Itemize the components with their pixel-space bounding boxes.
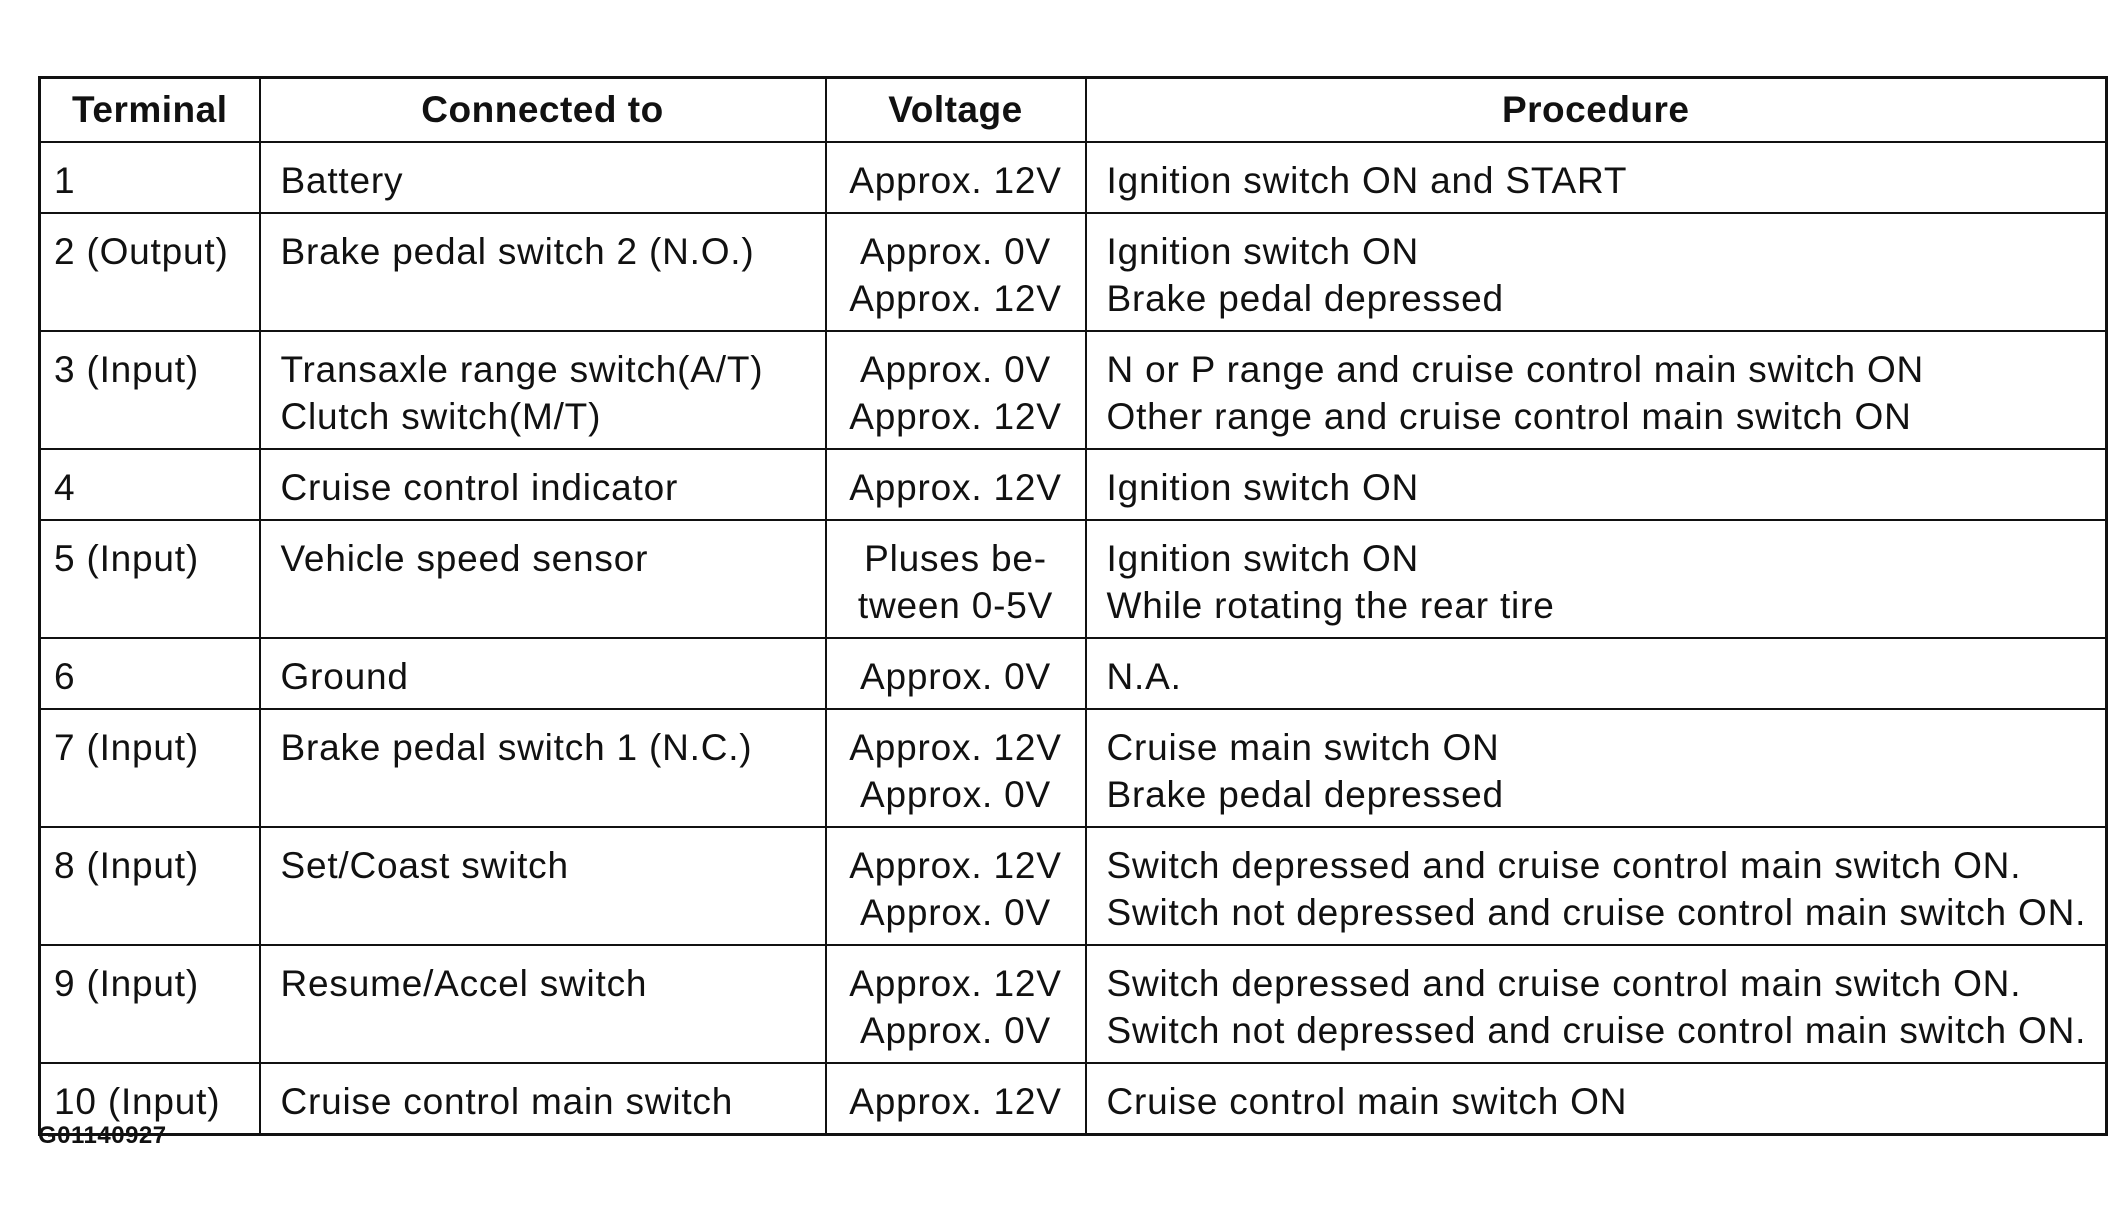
voltage-cell bbox=[826, 213, 1086, 331]
procedure-cell bbox=[1086, 709, 2107, 827]
connected-to-cell bbox=[260, 1063, 826, 1135]
connected-to-line: Resume/Accel switch bbox=[280, 963, 648, 1004]
terminal-cell: 7 (Input) bbox=[40, 709, 260, 827]
procedure-cell bbox=[1086, 213, 2107, 331]
voltage-line: Pluses be- bbox=[864, 538, 1047, 579]
voltage-line: Approx. 12V bbox=[849, 727, 1062, 768]
voltage-cell bbox=[826, 449, 1086, 520]
table-row bbox=[40, 827, 2107, 945]
procedure-line: Other range and cruise control main switch ON bbox=[1106, 396, 1912, 437]
terminal-cell: 2 (Output) bbox=[40, 213, 260, 331]
voltage-cell bbox=[826, 827, 1086, 945]
voltage-line: Approx. 0V bbox=[859, 774, 1052, 815]
table-row bbox=[40, 331, 2107, 449]
procedure-cell bbox=[1086, 331, 2107, 449]
terminal-cell: 3 (Input) bbox=[40, 331, 260, 449]
terminal-cell: 8 (Input) bbox=[40, 827, 260, 945]
procedure-line: Cruise control main switch ON bbox=[1106, 1081, 1628, 1122]
procedure-line: Cruise main switch ON bbox=[1106, 727, 1500, 768]
voltage-cell bbox=[826, 709, 1086, 827]
voltage-line: Approx. 0V bbox=[859, 349, 1052, 390]
voltage-line: Approx. 12V bbox=[849, 278, 1062, 319]
voltage-cell bbox=[826, 331, 1086, 449]
procedure-cell bbox=[1086, 449, 2107, 520]
table-row bbox=[40, 520, 2107, 638]
voltage-line: Approx. 12V bbox=[849, 963, 1062, 1004]
connected-to-cell bbox=[260, 331, 826, 449]
procedure-cell bbox=[1086, 142, 2107, 213]
header-connected-to: Connected to bbox=[260, 78, 826, 143]
procedure-line: N or P range and cruise control main switch ON bbox=[1106, 349, 1925, 390]
header-voltage: Voltage bbox=[826, 78, 1086, 143]
voltage-line: Approx. 0V bbox=[859, 656, 1052, 697]
terminal-voltage-table bbox=[38, 76, 2108, 1136]
header-row bbox=[40, 78, 2107, 143]
voltage-cell bbox=[826, 520, 1086, 638]
procedure-cell bbox=[1086, 638, 2107, 709]
terminal-cell: 9 (Input) bbox=[40, 945, 260, 1063]
voltage-cell bbox=[826, 638, 1086, 709]
voltage-line: Approx. 12V bbox=[849, 845, 1062, 886]
connected-to-line: Ground bbox=[280, 656, 409, 697]
connected-to-line: Vehicle speed sensor bbox=[280, 538, 649, 579]
header-terminal: Terminal bbox=[40, 78, 260, 143]
connected-to-line: Clutch switch(M/T) bbox=[280, 396, 602, 437]
voltage-line: Approx. 0V bbox=[859, 231, 1052, 272]
header-procedure: Procedure bbox=[1086, 78, 2107, 143]
connected-to-line: Brake pedal switch 1 (N.C.) bbox=[280, 727, 753, 768]
voltage-cell bbox=[826, 1063, 1086, 1135]
procedure-cell bbox=[1086, 945, 2107, 1063]
voltage-line: Approx. 0V bbox=[859, 1010, 1052, 1051]
connected-to-cell bbox=[260, 709, 826, 827]
figure-id-label: G01140927 bbox=[38, 1122, 167, 1149]
voltage-cell bbox=[826, 142, 1086, 213]
table-row bbox=[40, 142, 2107, 213]
connected-to-cell bbox=[260, 520, 826, 638]
connected-to-cell bbox=[260, 142, 826, 213]
procedure-line: N.A. bbox=[1106, 656, 1182, 697]
connected-to-line: Transaxle range switch(A/T) bbox=[280, 349, 764, 390]
connected-to-cell bbox=[260, 945, 826, 1063]
table-row bbox=[40, 449, 2107, 520]
voltage-line: Approx. 12V bbox=[849, 467, 1062, 508]
procedure-cell bbox=[1086, 520, 2107, 638]
procedure-cell bbox=[1086, 827, 2107, 945]
procedure-line: Switch not depressed and cruise control main switch ON. bbox=[1106, 892, 2087, 933]
terminal-cell: 1 bbox=[40, 142, 260, 213]
connected-to-cell bbox=[260, 638, 826, 709]
voltage-cell bbox=[826, 945, 1086, 1063]
table-row bbox=[40, 709, 2107, 827]
connected-to-line: Cruise control main switch bbox=[280, 1081, 734, 1122]
table-row bbox=[40, 638, 2107, 709]
terminal-cell: 10 (Input) bbox=[40, 1063, 260, 1135]
voltage-line: Approx. 0V bbox=[859, 892, 1052, 933]
connected-to-cell bbox=[260, 213, 826, 331]
connected-to-line: Cruise control indicator bbox=[280, 467, 679, 508]
voltage-line: tween 0-5V bbox=[857, 585, 1054, 626]
table-row bbox=[40, 1063, 2107, 1135]
procedure-line: Ignition switch ON bbox=[1106, 231, 1420, 272]
terminal-cell: 6 bbox=[40, 638, 260, 709]
procedure-line: While rotating the rear tire bbox=[1106, 585, 1555, 626]
procedure-cell bbox=[1086, 1063, 2107, 1135]
table-header bbox=[40, 78, 2107, 143]
procedure-line: Ignition switch ON bbox=[1106, 467, 1420, 508]
procedure-line: Ignition switch ON bbox=[1106, 538, 1420, 579]
terminal-cell: 4 bbox=[40, 449, 260, 520]
voltage-line: Approx. 12V bbox=[849, 160, 1062, 201]
connected-to-cell bbox=[260, 827, 826, 945]
table-row bbox=[40, 213, 2107, 331]
voltage-line: Approx. 12V bbox=[849, 396, 1062, 437]
connected-to-line: Brake pedal switch 2 (N.O.) bbox=[280, 231, 755, 272]
connected-to-cell bbox=[260, 449, 826, 520]
procedure-line: Brake pedal depressed bbox=[1106, 774, 1504, 815]
table-body bbox=[40, 142, 2107, 1135]
procedure-line: Brake pedal depressed bbox=[1106, 278, 1504, 319]
procedure-line: Switch depressed and cruise control main switch ON. bbox=[1106, 963, 2022, 1004]
connected-to-line: Battery bbox=[280, 160, 404, 201]
procedure-line: Switch depressed and cruise control main switch ON. bbox=[1106, 845, 2022, 886]
connected-to-line: Set/Coast switch bbox=[280, 845, 569, 886]
procedure-line: Switch not depressed and cruise control main switch ON. bbox=[1106, 1010, 2087, 1051]
procedure-line: Ignition switch ON and START bbox=[1106, 160, 1628, 201]
voltage-line: Approx. 12V bbox=[849, 1081, 1062, 1122]
terminal-cell: 5 (Input) bbox=[40, 520, 260, 638]
table-row bbox=[40, 945, 2107, 1063]
